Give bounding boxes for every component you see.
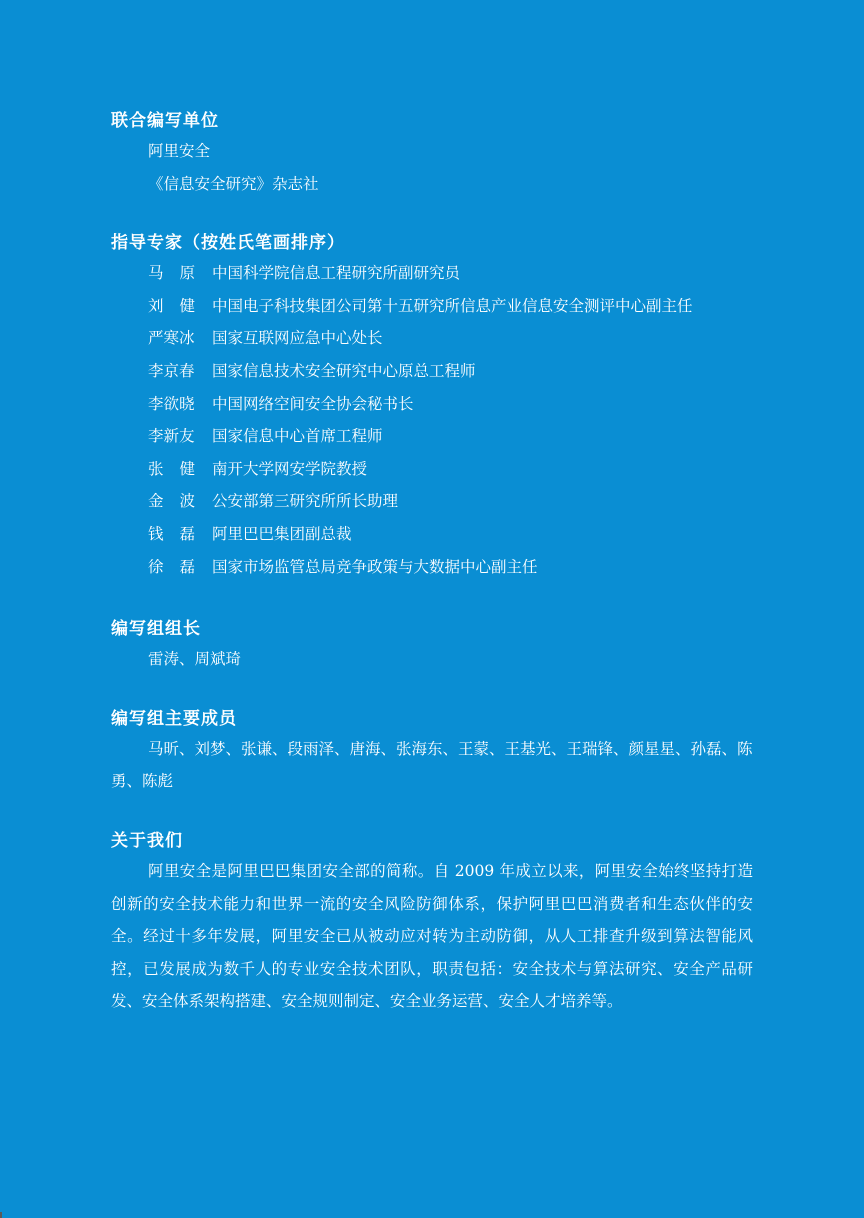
expert-row — [111, 518, 753, 551]
expert-role: 国家市场监管总局竞争政策与大数据中心副主任 — [212, 557, 538, 576]
about-title: 关于我们 — [111, 830, 183, 851]
expert-row — [111, 551, 753, 584]
expert-name: 徐 磊 — [148, 557, 195, 576]
expert-row — [111, 322, 753, 355]
expert-role: 国家互联网应急中心处长 — [212, 329, 383, 348]
expert-role: 中国网络空间安全协会秘书长 — [212, 394, 414, 413]
expert-row — [111, 420, 753, 453]
credits-page — [111, 107, 753, 1018]
expert-role: 公安部第三研究所所长助理 — [212, 492, 399, 511]
expert-role: 中国电子科技集团公司第十五研究所信息产业信息安全测评中心副主任 — [212, 296, 693, 315]
expert-role: 南开大学网安学院教授 — [212, 459, 368, 478]
expert-name: 李欲晓 — [148, 394, 195, 413]
unit-item: 《信息安全研究》杂志社 — [148, 174, 319, 193]
expert-name: 刘 健 — [148, 296, 195, 315]
expert-role: 中国科学院信息工程研究所副研究员 — [212, 264, 461, 283]
expert-name: 李新友 — [148, 427, 195, 446]
units-title: 联合编写单位 — [111, 111, 219, 131]
expert-row — [111, 485, 753, 518]
leaders-title: 编写组组长 — [111, 619, 201, 640]
expert-row — [111, 257, 753, 290]
expert-name: 张 健 — [148, 459, 195, 478]
expert-row — [111, 453, 753, 486]
expert-row — [111, 290, 753, 323]
expert-role: 阿里巴巴集团副总裁 — [212, 524, 352, 543]
experts-list — [111, 257, 753, 583]
expert-name: 严寒冰 — [148, 329, 195, 348]
members-names: 马昕、刘梦、张谦、段雨泽、唐海、张海东、王蒙、王基光、王瑞锋、颜星星、孙磊、陈勇、陈彪 — [111, 739, 753, 791]
expert-name: 金 波 — [148, 492, 195, 511]
about-paragraph: 阿里安全是阿里巴巴集团安全部的简称。自 2009 年成立以来，阿里安全始终坚持打造创新的安全技术能力和世界一流的安全风险防御体系，保护阿里巴巴消费者和生态伙伴的安全。经过十多年发展，阿里安全已从被动应对转为主动防御，从人工排查升级到算法智能风控，已发展成为数千人的专业安全技术团队，职责包括：安全技术与算法研究、安全产品研发、安全体系架构搭建、安全规则制定、安全业务运营、安全人才培养等。 — [111, 861, 753, 1011]
expert-name: 李京春 — [148, 361, 195, 380]
expert-role: 国家信息技术安全研究中心原总工程师 — [212, 361, 476, 380]
expert-name: 钱 磊 — [148, 524, 195, 543]
expert-row — [111, 388, 753, 421]
expert-row — [111, 355, 753, 388]
unit-item: 阿里安全 — [148, 142, 211, 160]
corner-mark — [0, 1212, 2, 1218]
members-title: 编写组主要成员 — [111, 708, 237, 729]
expert-role: 国家信息中心首席工程师 — [212, 427, 383, 446]
experts-title: 指导专家（按姓氏笔画排序） — [111, 233, 345, 254]
leaders-names: 雷涛、周斌琦 — [148, 650, 242, 669]
expert-name: 马 原 — [148, 264, 195, 283]
